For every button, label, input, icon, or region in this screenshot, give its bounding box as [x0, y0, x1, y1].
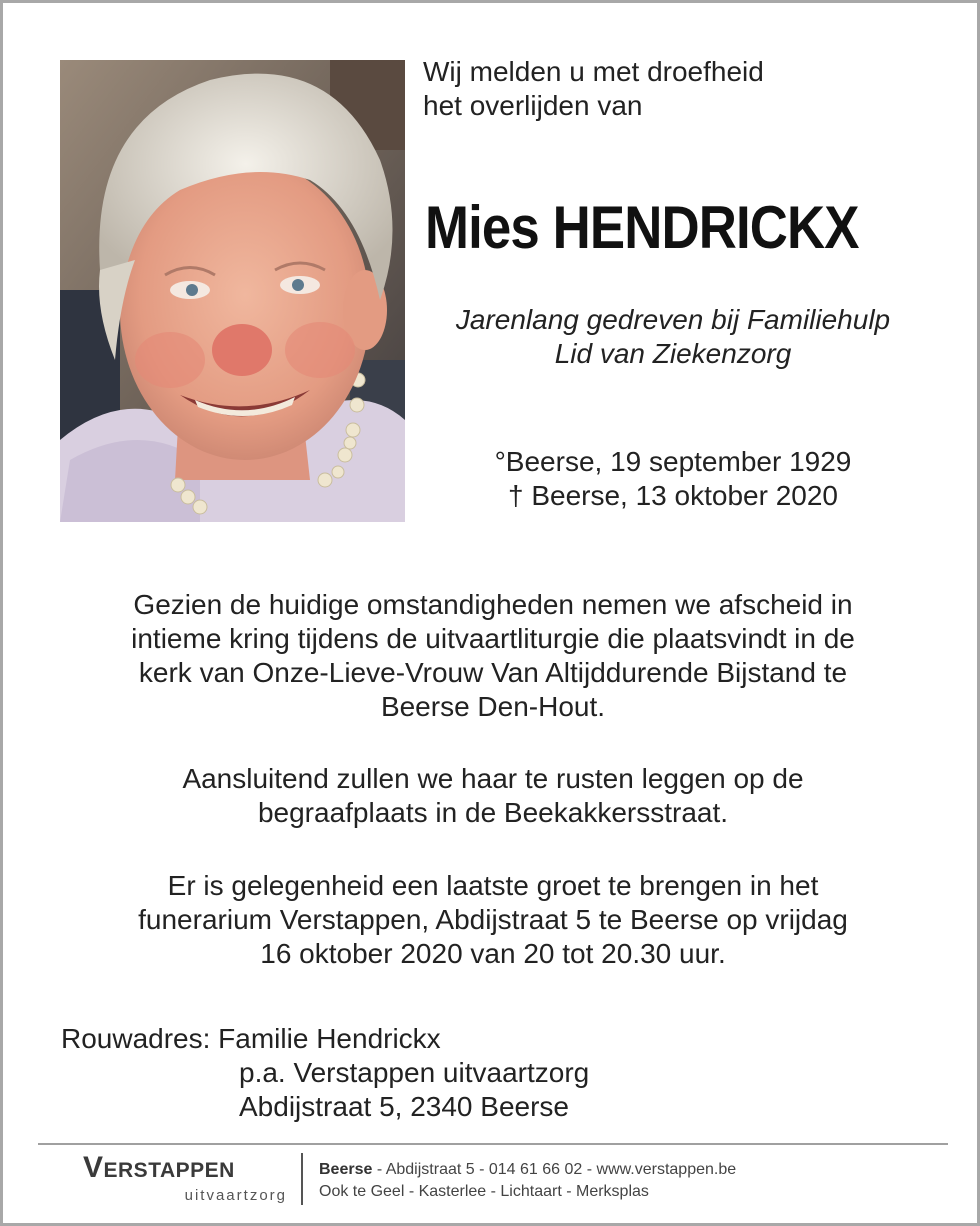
tagline — [423, 303, 923, 371]
paragraph-ceremony — [43, 588, 943, 724]
intro-line-1: Wij melden u met droefheid — [423, 56, 764, 87]
intro-text — [423, 55, 764, 123]
footer-location: Beerse — [319, 1161, 373, 1178]
portrait-image — [60, 60, 405, 522]
paragraph-line: begraafplaats in de Beekakkersstraat. — [257, 797, 729, 828]
footer-separator — [301, 1153, 303, 1205]
paragraph-line: Gezien de huidige omstandigheden nemen we afscheid in — [133, 589, 853, 620]
paragraph-line: intieme kring tijdens de uitvaartliturgie die plaatsvindt in de — [131, 623, 855, 654]
address-line-2: p.a. Verstappen uitvaartzorg — [239, 1057, 590, 1088]
deceased-name: Mies HENDRICKX — [425, 194, 859, 261]
footer-branches: Ook te Geel - Kasterlee - Lichtaart - Merksplas — [319, 1183, 649, 1200]
portrait-photo — [60, 60, 405, 522]
death-date: † Beerse, 13 oktober 2020 — [507, 480, 838, 511]
paragraph-line: funerarium Verstappen, Abdijstraat 5 te Beerse op vrijdag — [138, 904, 848, 935]
paragraph-line: Er is gelegenheid een laatste groet te brengen in het — [167, 870, 819, 901]
logo-subtitle: uitvaartzorg — [184, 1187, 287, 1204]
address-line-3: Abdijstraat 5, 2340 Beerse — [239, 1091, 569, 1122]
paragraph-line: Beerse Den-Hout. — [380, 691, 606, 722]
tagline-line-2: Lid van Ziekenzorg — [554, 338, 792, 369]
footer-contact: - Abdijstraat 5 - 014 61 66 02 - www.verstappen.be — [372, 1161, 737, 1178]
address-line-1: Rouwadres: Familie Hendrickx — [61, 1023, 441, 1054]
tagline-line-1: Jarenlang gedreven bij Familiehulp — [455, 304, 891, 335]
paragraph-visitation — [43, 869, 943, 971]
footer-info — [319, 1159, 736, 1203]
paragraph-line: kerk van Onze-Lieve-Vrouw Van Altijddurende Bijstand te — [138, 657, 848, 688]
paragraph-burial — [43, 762, 943, 830]
intro-line-2: het overlijden van — [423, 90, 643, 121]
footer-contact-line — [319, 1159, 736, 1181]
life-dates — [423, 445, 923, 513]
logo-name: Verstappen — [83, 1151, 235, 1184]
company-logo — [83, 1151, 291, 1209]
paragraph-line: 16 oktober 2020 van 20 tot 20.30 uur. — [260, 938, 726, 969]
mourning-address — [61, 1022, 589, 1124]
birth-date: °Beerse, 19 september 1929 — [494, 446, 852, 477]
footer-divider — [38, 1143, 948, 1145]
paragraph-line: Aansluitend zullen we haar te rusten leggen op de — [182, 763, 804, 794]
